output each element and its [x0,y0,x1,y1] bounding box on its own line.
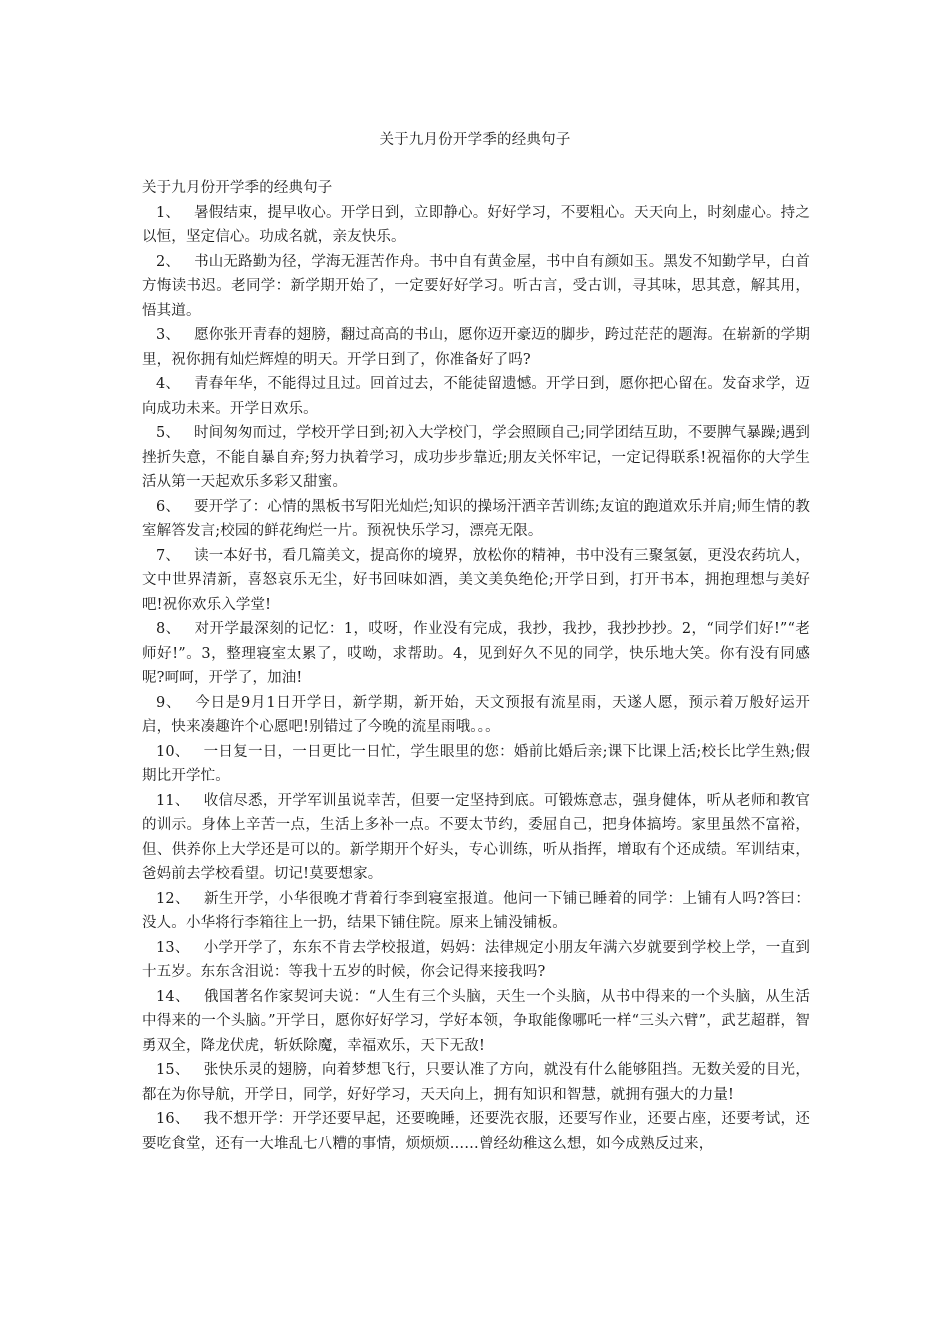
list-item [142,936,810,985]
item-text: 一日复一日，一日更比一日忙，学生眼里的您：婚前比婚后亲;课下比课上活;校长比学生熟;假期比开学忙。 [142,743,810,784]
item-text: 读一本好书，看几篇美文，提高你的境界，放松你的精神，书中没有三聚氢氨，更没农药坑人，文中世界清新，喜怒哀乐无尘，好书回味如酒，美文美奂绝伦;开学日到，打开书本，拥抱理想与美好吧!祝你欢乐入学堂! [142,547,810,613]
document-subtitle: 关于九月份开学季的经典句子 [142,180,333,196]
item-number: 4、 [156,376,181,392]
list-item [142,789,810,887]
list-item [142,421,810,495]
item-number: 12、 [156,890,191,907]
item-text: 张快乐灵的翅膀，向着梦想飞行，只要认准了方向，就没有什么能够阻挡。无数关爱的目光，都在为你导航，开学日，同学，好好学习，天天向上，拥有知识和智慧，就拥有强大的力量! [142,1062,810,1103]
list-item [142,495,810,544]
item-number: 11、 [156,792,190,809]
item-number: 13、 [156,939,190,956]
item-number: 8、 [156,621,181,637]
item-number: 14、 [156,988,191,1005]
item-number: 5、 [156,425,181,441]
item-number: 6、 [156,498,181,515]
item-number: 7、 [156,547,181,564]
item-number: 15、 [156,1062,190,1078]
item-number: 1、 [156,204,181,221]
item-text: 新生开学，小华很晚才背着行李到寝室报道。他问一下铺已睡着的同学：上铺有人吗?答曰：没人。小华将行李箱往上一扔，结果下铺住院。原来上铺没铺板。 [142,890,811,931]
list-item [142,544,810,618]
document-title: 关于九月份开学季的经典句子 [379,132,571,148]
list-item [142,691,810,740]
list-item [142,617,810,691]
list-item [142,985,810,1059]
item-number: 16、 [156,1111,190,1127]
item-text: 我不想开学：开学还要早起，还要晚睡，还要洗衣服，还要写作业，还要占座，还要考试，还要吃食堂，还有一大堆乱七八糟的事情，烦烦烦……曾经幼稚这么想，如今成熟反过来， [142,1111,810,1152]
item-text: 时间匆匆而过，学校开学日到;初入大学校门，学会照顾自己;同学团结互助，不要脾气暴躁;遇到挫折失意，不能自暴自弃;努力执着学习，成功步步靠近;朋友关怀牢记，一定记得联系!祝福你的大学生活从第一天起欢乐多彩又甜蜜。 [142,425,810,490]
document-body [142,176,810,1156]
list-item [142,1107,810,1156]
item-text: 小学开学了，东东不肯去学校报道，妈妈：法律规定小朋友年满六岁就要到学校上学，一直到十五岁。东东含泪说：等我十五岁的时候，你会记得来接我吗? [142,939,810,980]
item-text: 对开学最深刻的记忆：1，哎呀，作业没有完成，我抄，我抄，我抄抄抄。2，“同学们好!”“老师好!”。3，整理寝室太累了，哎呦，求帮助。4，见到好久不见的同学，快乐地大笑。你有没有同感呢?呵呵，开学了，加油! [142,621,810,686]
list-item [142,372,810,421]
item-text: 俄国著名作家契诃夫说：“人生有三个头脑，天生一个头脑，从书中得来的一个头脑，从生活中得来的一个头脑。”开学日，愿你好好学习，学好本领，争取能像哪吒一样“三头六臂”，武艺超群，智勇双全，降龙伏虎，斩妖除魔，幸福欢乐，天下无敌! [142,988,811,1054]
list-item [142,1058,810,1107]
item-number: 9、 [156,694,182,711]
item-number: 2、 [156,253,181,270]
list-item [142,740,810,789]
item-number: 3、 [156,327,181,343]
item-text: 书山无路勤为径，学海无涯苦作舟。书中自有黄金屋，书中自有颜如玉。黑发不知勤学早，白首方悔读书迟。老同学：新学期开始了，一定要好好学习。听古言，受古训，寻其味，思其意，解其用，悟其道。 [142,253,810,319]
item-text: 要开学了：心情的黑板书写阳光灿烂;知识的操场汗洒辛苦训练;友谊的跑道欢乐并肩;师生情的教室解答发言;校园的鲜花绚烂一片。预祝快乐学习，漂亮无限。 [142,498,810,539]
list-item [142,323,810,372]
item-text: 今日是9月1日开学日，新学期，新开始，天文预报有流星雨，天遂人愿，预示着万般好运开启，快来凑趣许个心愿吧!别错过了今晚的流星雨哦。。。 [142,694,810,735]
item-number: 10、 [156,743,190,760]
item-text: 暑假结束，提早收心。开学日到，立即静心。好好学习，不要粗心。天天向上，时刻虚心。持之以恒，坚定信心。功成名就，亲友快乐。 [142,204,810,245]
list-item [142,201,810,250]
item-text: 愿你张开青春的翅膀，翻过高高的书山，愿你迈开豪迈的脚步，跨过茫茫的题海。在崭新的学期里，祝你拥有灿烂辉煌的明天。开学日到了，你准备好了吗? [142,327,810,368]
item-text: 收信尽悉，开学军训虽说幸苦，但要一定坚持到底。可锻炼意志，强身健体，听从老师和教官的训示。身体上辛苦一点，生活上多补一点。不要太节约，委屈自己，把身体搞垮。家里虽然不富裕，但、供养你上大学还是可以的。新学期开个好头，专心训练，听从指挥，增取有个还成绩。军训结束，爸妈前去学校看望。切记!莫要想家。 [142,792,810,882]
list-item [142,887,810,936]
item-text: 青春年华，不能得过且过。回首过去，不能徒留遗憾。开学日到，愿你把心留在。发奋求学，迈向成功未来。开学日欢乐。 [142,376,810,417]
list-item [142,250,810,324]
